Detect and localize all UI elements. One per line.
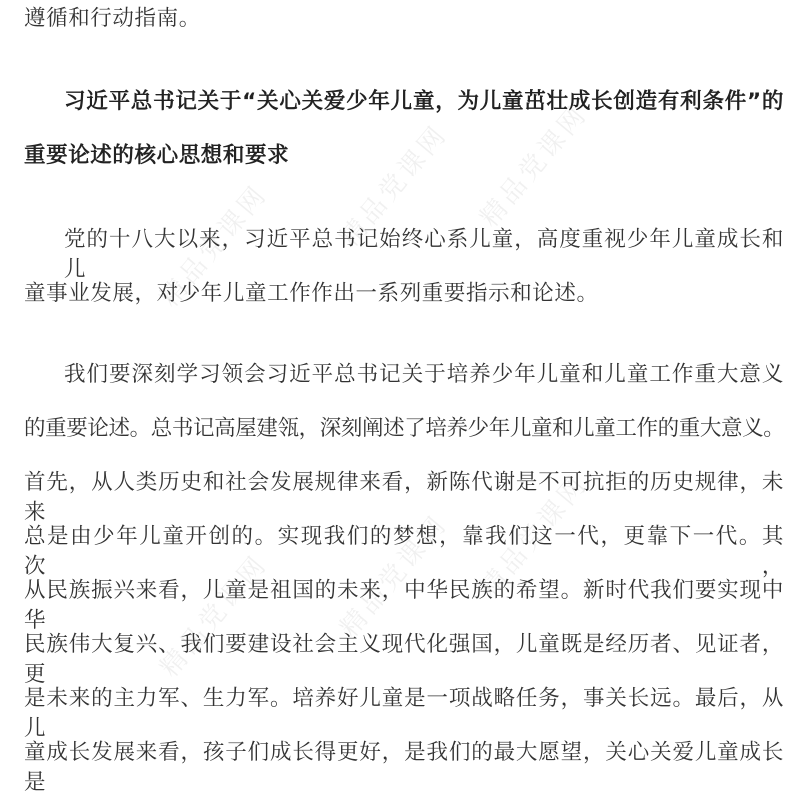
paragraph-line: 民族伟大复兴、我们要建设社会主义现代化强国，儿童既是经历者、见证者，更	[24, 632, 784, 687]
section-heading-line-2: 重要论述的核心思想和要求	[24, 143, 290, 168]
watermark: 精品党课网	[474, 98, 595, 234]
paragraph-line: 我们要深刻学习领会习近平总书记关于培养少年儿童和儿童工作重大意义	[64, 362, 784, 387]
watermark: 精品党课网	[334, 118, 455, 254]
watermark: 精品党课网	[154, 548, 275, 684]
paragraph-line: 党的十八大以来，习近平总书记始终心系儿童，高度重视少年儿童成长和儿	[64, 227, 784, 282]
paragraph-line: 是未来的主力军、生力军。培养好儿童是一项战略任务，事关长远。最后，从儿	[24, 686, 784, 741]
paragraph-line: 从民族振兴来看，儿童是祖国的未来，中华民族的希望。新时代我们要实现中华	[24, 578, 784, 633]
paragraph-line: 的重要论述。总书记高屋建瓴，深刻阐述了培养少年儿童和儿童工作的重大意义。	[24, 416, 784, 441]
paragraph-line: 童成长发展来看，孩子们成长得更好，是我们的最大愿望，关心关爱儿童成长是	[24, 740, 784, 795]
paragraph-line: 童事业发展，对少年儿童工作作出一系列重要指示和论述。	[24, 281, 599, 306]
paragraph-line-closing: 遵循和行动指南。	[24, 6, 201, 31]
paragraph-line: 总是由少年儿童开创的。实现我们的梦想，靠我们这一代，更靠下一代。其次，	[24, 524, 784, 579]
paragraph-line: 首先，从人类历史和社会发展规律来看，新陈代谢是不可抗拒的历史规律，未来	[24, 470, 784, 525]
section-heading-line-1: 习近平总书记关于“关心关爱少年儿童，为儿童茁壮成长创造有利条件”的	[64, 89, 784, 114]
watermark: 精品党课网	[474, 468, 595, 604]
watermark: 精品党课网	[154, 178, 275, 314]
watermark: 精品党课网	[334, 508, 455, 644]
